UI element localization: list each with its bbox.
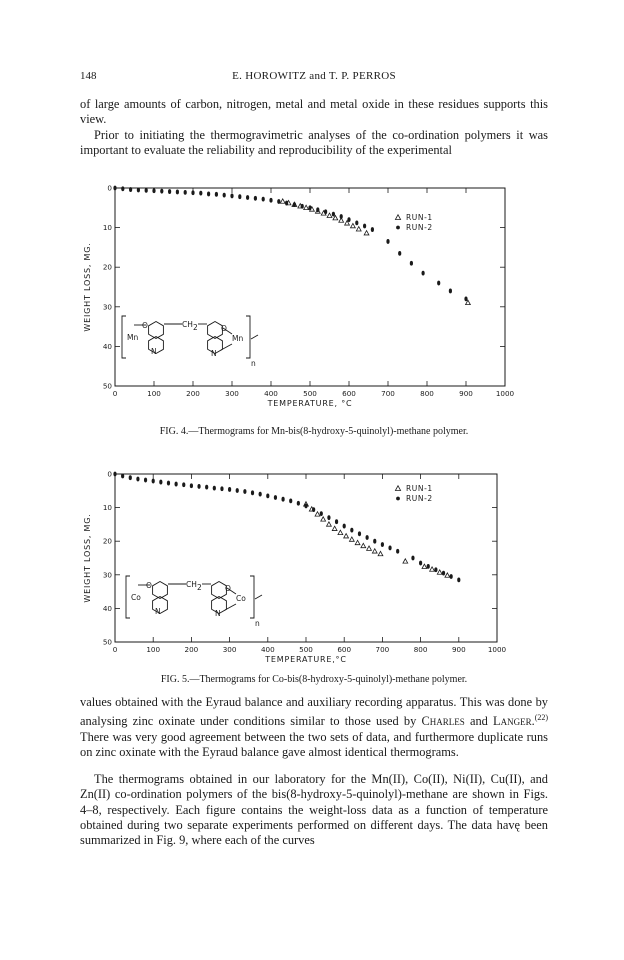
run-2-point bbox=[269, 198, 272, 203]
run-2-point bbox=[371, 227, 374, 232]
run-1-point bbox=[280, 199, 285, 203]
methylene-label: CH bbox=[186, 580, 197, 589]
legend-label: RUN-2 bbox=[406, 223, 433, 232]
run-1-point bbox=[430, 567, 435, 571]
run-2-point bbox=[281, 497, 284, 502]
run-2-point bbox=[220, 486, 223, 491]
legend bbox=[395, 213, 432, 232]
run-2-point bbox=[373, 539, 376, 544]
legend-marker-run-2 bbox=[396, 497, 400, 501]
x-tick-label: 0 bbox=[112, 389, 118, 398]
quinoline-ring bbox=[153, 582, 168, 599]
run-1-point bbox=[361, 543, 366, 547]
x-tick-label: 300 bbox=[225, 389, 239, 398]
run-2-point bbox=[160, 189, 163, 194]
run-2-point bbox=[159, 480, 162, 485]
x-tick-label: 1000 bbox=[495, 389, 515, 398]
run-2-point bbox=[205, 485, 208, 490]
run-2-point bbox=[182, 482, 185, 487]
y-tick-label: 0 bbox=[107, 183, 112, 193]
author-name: Langer. bbox=[493, 714, 535, 729]
x-tick-label: 400 bbox=[260, 645, 275, 654]
run-2-point bbox=[113, 186, 116, 191]
x-tick-label: 800 bbox=[420, 389, 434, 398]
run-2-point bbox=[277, 199, 280, 204]
run-2-point bbox=[396, 549, 399, 554]
run-2-point bbox=[327, 515, 330, 520]
y-tick-label: 40 bbox=[102, 603, 112, 613]
x-tick-label: 800 bbox=[413, 645, 428, 654]
run-2-point bbox=[347, 217, 350, 222]
run-2-point bbox=[457, 577, 460, 582]
nitrogen-atom: N bbox=[211, 349, 217, 358]
legend-marker-run-1 bbox=[395, 486, 400, 491]
y-axis-label: WEIGHT LOSS, MG. bbox=[83, 242, 92, 332]
run-2-point bbox=[304, 504, 307, 509]
x-axis-label: TEMPERATURE,°C bbox=[265, 655, 347, 664]
run-2-point bbox=[285, 201, 288, 206]
run-2-point bbox=[207, 192, 210, 197]
coordination-bond bbox=[255, 595, 262, 599]
run-1-point bbox=[355, 540, 360, 544]
coordination-bond bbox=[251, 335, 258, 339]
paragraph-prior: Prior to initiating the thermogravimetric analyses of the co-ordination polymers it was important to evaluate the reliability and reproducibility of the experimental bbox=[80, 128, 548, 158]
y-tick-label: 10 bbox=[102, 503, 112, 513]
run-2-point bbox=[236, 488, 239, 493]
run-1-point bbox=[344, 534, 349, 538]
run-2-point bbox=[262, 197, 265, 202]
plot-frame bbox=[115, 188, 505, 386]
run-2-point bbox=[422, 271, 425, 276]
run-2-point bbox=[358, 531, 361, 536]
x-tick-label: 600 bbox=[337, 645, 352, 654]
right-bracket bbox=[250, 576, 254, 618]
run-1-point bbox=[327, 213, 332, 217]
run-2-point bbox=[410, 261, 413, 266]
run-1-point bbox=[351, 223, 356, 227]
figure-4-caption: FIG. 4.—Thermograms for Mn-bis(8-hydroxy-5-quinolyl)-methane polymer. bbox=[159, 426, 469, 437]
run-2-point bbox=[199, 191, 202, 196]
running-head-authors: E. HOROWITZ and T. P. PERROS bbox=[232, 70, 396, 82]
left-bracket bbox=[122, 316, 126, 358]
x-axis-label: TEMPERATURE, °C bbox=[267, 399, 353, 408]
run-2-point bbox=[274, 495, 277, 500]
run-2-point bbox=[121, 474, 124, 479]
y-tick-label: 0 bbox=[107, 469, 112, 479]
run-2-point bbox=[411, 556, 414, 561]
run-2-point bbox=[266, 493, 269, 498]
x-tick-label: 0 bbox=[112, 645, 118, 654]
run-2-point bbox=[450, 574, 453, 579]
y-tick-label: 50 bbox=[102, 637, 112, 647]
run-1-point bbox=[304, 205, 309, 209]
x-tick-label: 200 bbox=[186, 389, 200, 398]
methylene-subscript: 2 bbox=[193, 323, 198, 332]
run-2-point bbox=[152, 479, 155, 484]
x-tick-label: 900 bbox=[459, 389, 473, 398]
x-tick-label: 500 bbox=[303, 389, 317, 398]
run-2-point bbox=[320, 511, 323, 516]
text-run: There was very good agreement between the two sets of data, and furthermore duplicate runs on zinc oxinate with the Eyraud balance gave almost identical thermograms. bbox=[80, 729, 548, 760]
run-2-point bbox=[335, 519, 338, 524]
figure-4-chart bbox=[80, 180, 548, 420]
run-2-point bbox=[136, 477, 139, 482]
legend-label: RUN-1 bbox=[406, 484, 433, 493]
run-1-point bbox=[327, 522, 332, 526]
data-marks bbox=[113, 186, 470, 305]
metal-atom-left: Mn bbox=[127, 333, 139, 342]
oxygen-atom: O bbox=[221, 324, 227, 333]
axis-ticks bbox=[83, 470, 507, 665]
left-bracket bbox=[126, 576, 130, 618]
structure-formula bbox=[126, 576, 262, 628]
oxygen-atom: O bbox=[142, 321, 148, 330]
legend bbox=[395, 484, 432, 503]
figure-5-caption: FIG. 5.—Thermograms for Co-bis(8-hydroxy-5-quinolyl)-methane polymer. bbox=[160, 674, 468, 685]
x-tick-label: 700 bbox=[381, 389, 395, 398]
run-1-point bbox=[364, 231, 369, 235]
metal-atom-right: Mn bbox=[232, 334, 244, 343]
run-1-point bbox=[332, 526, 337, 530]
x-tick-label: 1000 bbox=[487, 645, 507, 654]
run-2-point bbox=[316, 207, 319, 212]
x-tick-label: 300 bbox=[222, 645, 237, 654]
oxygen-atom: O bbox=[146, 581, 152, 590]
axis-ticks bbox=[83, 184, 515, 409]
figure-5 bbox=[80, 466, 548, 666]
run-2-point bbox=[144, 478, 147, 483]
x-tick-label: 500 bbox=[299, 645, 313, 654]
run-2-point bbox=[190, 483, 193, 488]
run-1-point bbox=[378, 551, 383, 555]
run-2-point bbox=[129, 187, 132, 192]
run-2-point bbox=[121, 186, 124, 191]
run-2-point bbox=[449, 289, 452, 294]
nitrogen-atom: N bbox=[155, 607, 161, 616]
run-2-point bbox=[251, 490, 254, 495]
run-2-point bbox=[175, 482, 178, 487]
run-2-point bbox=[113, 472, 116, 477]
run-2-point bbox=[297, 501, 300, 506]
run-1-point bbox=[356, 227, 361, 231]
run-2-point bbox=[419, 561, 422, 566]
run-2-point bbox=[145, 188, 148, 193]
y-tick-label: 20 bbox=[102, 262, 112, 272]
text-run: values obtained with the Eyraud balance and auxiliary recording apparatus. This was done by analysing zinc oxinate under conditions similar to those used by bbox=[80, 695, 548, 729]
paragraph-eyraud bbox=[80, 695, 548, 760]
paragraph-thermograms: The thermograms obtained in our laboratory for the Mn(II), Co(II), Ni(II), Cu(II), and Zn(II) co-ordination polymers of the bis(8-hydroxy-5-quinolyl)-methane are shown in Figs. 4–8, respectively. Each figure contains the weight-loss data as a function of temperature obtained during two separate experiments performed on different days. The data havę been summarized in Fig. 9, where each of the curves bbox=[80, 772, 548, 848]
y-tick-label: 30 bbox=[102, 302, 112, 312]
run-2-point bbox=[398, 251, 401, 256]
run-2-point bbox=[289, 498, 292, 503]
run-1-point bbox=[422, 564, 427, 568]
x-tick-label: 100 bbox=[147, 389, 161, 398]
x-tick-label: 200 bbox=[184, 645, 199, 654]
repeat-unit-n: n bbox=[251, 359, 256, 368]
repeat-unit-n: n bbox=[255, 619, 260, 628]
y-tick-label: 30 bbox=[102, 570, 112, 580]
run-2-point bbox=[442, 571, 445, 576]
run-2-point bbox=[464, 296, 467, 301]
legend-marker-run-2 bbox=[396, 226, 400, 230]
x-tick-label: 900 bbox=[451, 645, 466, 654]
run-2-point bbox=[152, 188, 155, 193]
y-axis-label: WEIGHT LOSS, MG. bbox=[83, 513, 92, 603]
author-name: Charles bbox=[421, 714, 465, 729]
run-2-point bbox=[388, 546, 391, 551]
legend-label: RUN-2 bbox=[406, 494, 433, 503]
run-2-point bbox=[254, 196, 257, 201]
run-2-point bbox=[215, 192, 218, 197]
plot-frame bbox=[115, 474, 497, 642]
run-2-point bbox=[434, 567, 437, 572]
page-number: 148 bbox=[80, 70, 97, 82]
run-2-point bbox=[301, 204, 304, 209]
run-2-point bbox=[363, 224, 366, 229]
y-tick-label: 40 bbox=[102, 341, 112, 351]
methylene-subscript: 2 bbox=[197, 583, 202, 592]
run-2-point bbox=[340, 214, 343, 219]
run-1-point bbox=[437, 570, 442, 574]
run-2-point bbox=[427, 564, 430, 569]
run-1-point bbox=[315, 512, 320, 516]
run-2-point bbox=[312, 507, 315, 512]
run-2-point bbox=[191, 190, 194, 195]
run-1-point bbox=[367, 546, 372, 550]
run-2-point bbox=[386, 239, 389, 244]
x-tick-label: 600 bbox=[342, 389, 356, 398]
run-2-point bbox=[381, 542, 384, 547]
methylene-label: CH bbox=[182, 320, 193, 329]
x-tick-label: 700 bbox=[375, 645, 390, 654]
run-2-point bbox=[228, 487, 231, 492]
run-2-point bbox=[332, 212, 335, 217]
run-1-point bbox=[372, 549, 377, 553]
run-1-point bbox=[445, 573, 450, 577]
run-2-point bbox=[259, 492, 262, 497]
run-2-point bbox=[293, 202, 296, 207]
run-2-point bbox=[223, 193, 226, 198]
run-1-point bbox=[338, 530, 343, 534]
run-2-point bbox=[366, 535, 369, 540]
run-1-point bbox=[403, 559, 408, 563]
run-2-point bbox=[246, 195, 249, 200]
reference-marker: (22) bbox=[534, 713, 549, 723]
run-2-point bbox=[197, 484, 200, 489]
legend-label: RUN-1 bbox=[406, 213, 433, 222]
nitrogen-atom: N bbox=[151, 347, 157, 356]
y-tick-label: 20 bbox=[102, 536, 112, 546]
figure-5-chart bbox=[80, 466, 548, 666]
figure-4 bbox=[80, 180, 548, 420]
paragraph-residues: of large amounts of carbon, nitrogen, metal and metal oxide in these residues supports this view. bbox=[80, 97, 548, 127]
run-2-point bbox=[184, 190, 187, 195]
quinoline-ring bbox=[149, 322, 164, 339]
running-header bbox=[80, 70, 548, 86]
text-run: and bbox=[464, 714, 494, 729]
run-1-point bbox=[349, 537, 354, 541]
run-2-point bbox=[308, 205, 311, 210]
run-2-point bbox=[167, 481, 170, 486]
run-2-point bbox=[230, 194, 233, 199]
x-tick-label: 100 bbox=[146, 645, 161, 654]
run-2-point bbox=[343, 524, 346, 529]
y-tick-label: 10 bbox=[102, 223, 112, 233]
run-2-point bbox=[350, 528, 353, 533]
structure-formula bbox=[122, 316, 258, 368]
run-2-point bbox=[355, 220, 358, 225]
x-tick-label: 400 bbox=[264, 389, 278, 398]
run-2-point bbox=[238, 194, 241, 199]
run-2-point bbox=[137, 188, 140, 193]
oxygen-atom: O bbox=[225, 584, 231, 593]
run-2-point bbox=[437, 281, 440, 286]
y-tick-label: 50 bbox=[102, 381, 112, 391]
legend-marker-run-1 bbox=[395, 215, 400, 220]
run-2-point bbox=[213, 486, 216, 491]
run-1-point bbox=[321, 517, 326, 521]
metal-atom-right: Co bbox=[236, 594, 246, 603]
run-2-point bbox=[168, 189, 171, 194]
run-2-point bbox=[176, 190, 179, 195]
nitrogen-atom: N bbox=[215, 609, 221, 618]
metal-atom-left: Co bbox=[131, 593, 141, 602]
right-bracket bbox=[246, 316, 250, 358]
run-2-point bbox=[243, 489, 246, 494]
run-2-point bbox=[324, 209, 327, 214]
run-2-point bbox=[129, 475, 132, 480]
